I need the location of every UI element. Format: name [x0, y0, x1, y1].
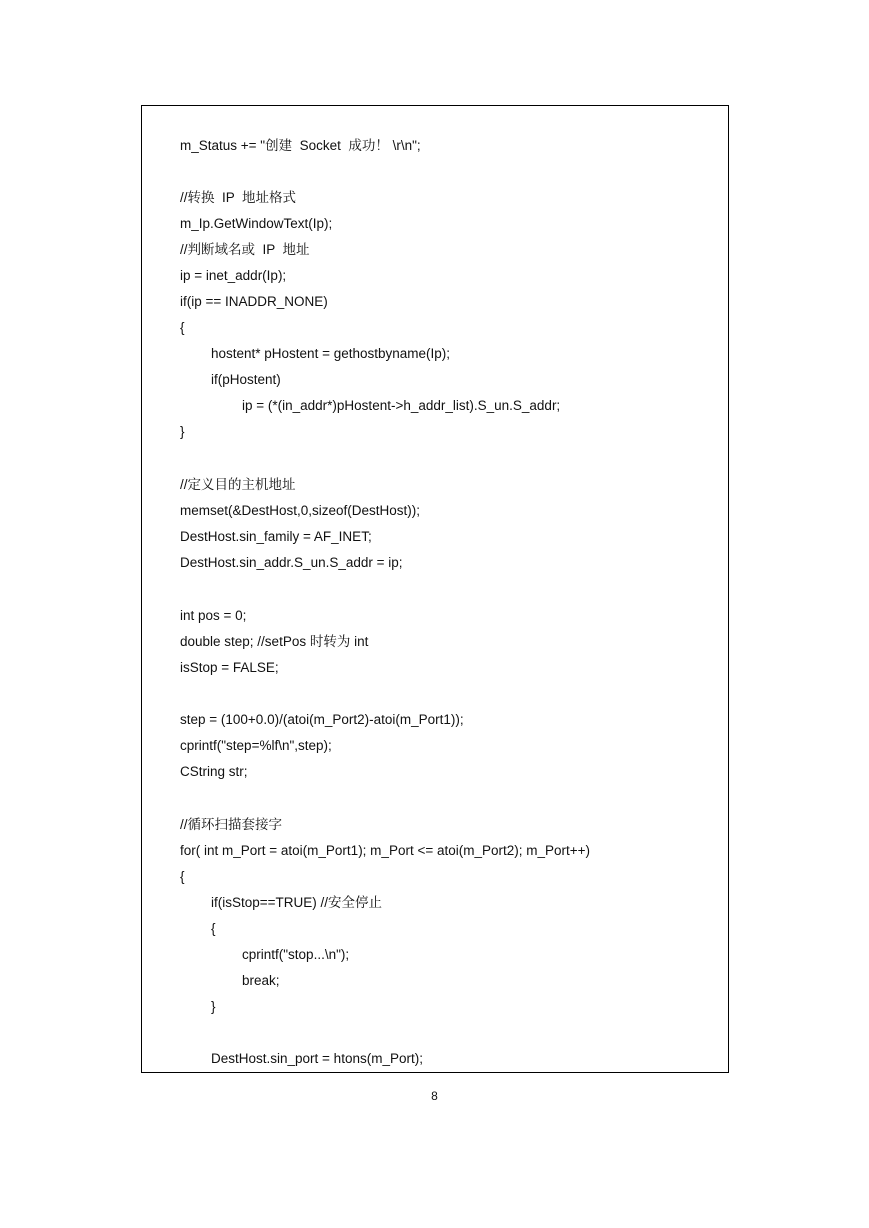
code-line: //转换 IP 地址格式	[180, 190, 297, 205]
code-line: //判断域名或 IP 地址	[180, 242, 310, 257]
code-line: DestHost.sin_addr.S_un.S_addr = ip;	[180, 555, 403, 570]
code-listing-box	[141, 105, 729, 1073]
code-line: m_Status += "创建 Socket 成功！ \r\n";	[180, 138, 421, 153]
code-line: ip = inet_addr(Ip);	[180, 268, 287, 283]
code-line: {	[211, 921, 216, 936]
code-line: m_Ip.GetWindowText(Ip);	[180, 216, 333, 231]
code-line: for( int m_Port = atoi(m_Port1); m_Port <= atoi(m_Port2); m_Port++)	[180, 843, 591, 858]
code-line: step = (100+0.0)/(atoi(m_Port2)-atoi(m_Port1));	[180, 712, 464, 727]
code-line: CString str;	[180, 764, 248, 779]
code-line: ip = (*(in_addr*)pHostent->h_addr_list).S_un.S_addr;	[242, 398, 561, 413]
page-number: 8	[431, 1089, 438, 1103]
code-line: double step; //setPos 时转为 int	[180, 634, 369, 649]
code-line: int pos = 0;	[180, 608, 247, 623]
code-line: //定义目的主机地址	[180, 477, 296, 492]
code-line: //循环扫描套接字	[180, 817, 283, 832]
code-line: }	[211, 999, 216, 1014]
code-line: if(ip == INADDR_NONE)	[180, 294, 328, 309]
code-line: memset(&DestHost,0,sizeof(DestHost));	[180, 503, 421, 518]
code-line: }	[180, 424, 185, 439]
code-line: if(isStop==TRUE) //安全停止	[211, 895, 383, 910]
code-line: DestHost.sin_port = htons(m_Port);	[211, 1051, 423, 1066]
code-line: {	[180, 320, 185, 335]
code-line: isStop = FALSE;	[180, 660, 279, 675]
code-line: {	[180, 869, 185, 884]
code-line: cprintf("step=%lf\n",step);	[180, 738, 332, 753]
code-line: if(pHostent)	[211, 372, 281, 387]
code-line: DestHost.sin_family = AF_INET;	[180, 529, 372, 544]
code-line: break;	[242, 973, 280, 988]
code-line: hostent* pHostent = gethostbyname(Ip);	[211, 346, 451, 361]
code-line: cprintf("stop...\n");	[242, 947, 350, 962]
